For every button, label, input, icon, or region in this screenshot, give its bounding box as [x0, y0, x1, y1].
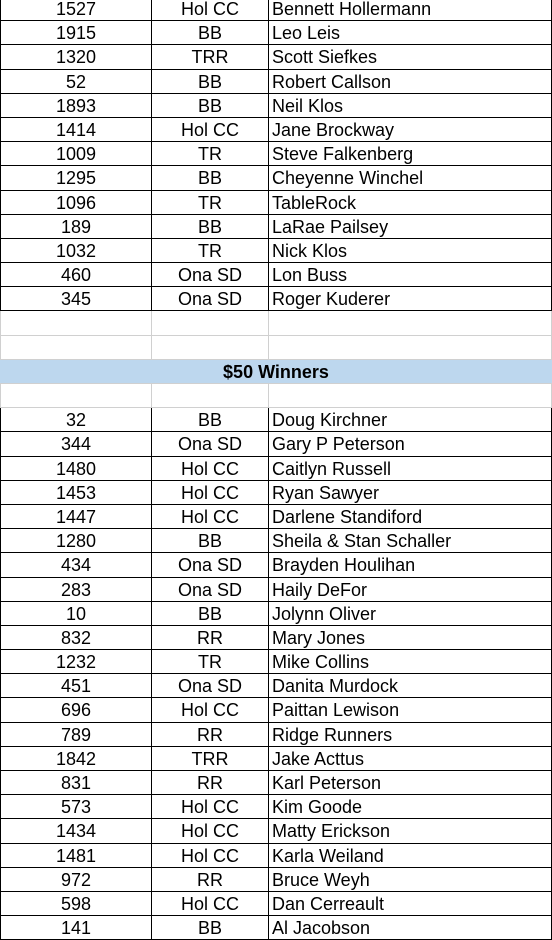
team-cell: Hol CC: [152, 0, 269, 20]
table-row: [0, 578, 552, 602]
blank-row: [0, 311, 552, 335]
section-header: [0, 360, 552, 384]
table-row: [0, 747, 552, 771]
team-cell: RR: [152, 868, 269, 891]
ticket-number-cell: 10: [0, 602, 152, 625]
team-cell: Ona SD: [152, 287, 269, 310]
team-cell: Hol CC: [152, 118, 269, 141]
name-cell: Danita Murdock: [269, 674, 552, 697]
table-row: [0, 21, 552, 45]
ticket-number-cell: 696: [0, 698, 152, 721]
ticket-number-cell: 32: [0, 408, 152, 431]
name-cell: Bruce Weyh: [269, 868, 552, 891]
table-row: [0, 191, 552, 215]
ticket-number-cell: 1096: [0, 191, 152, 214]
table-row: [0, 118, 552, 142]
name-cell: Dan Cerreault: [269, 892, 552, 915]
team-cell: Hol CC: [152, 481, 269, 504]
team-cell: TR: [152, 239, 269, 262]
blank-row: [0, 336, 552, 360]
ticket-number-cell: 451: [0, 674, 152, 697]
winners-table-50: [0, 408, 552, 940]
name-cell: Cheyenne Winchel: [269, 166, 552, 189]
team-cell: TR: [152, 142, 269, 165]
team-cell: Hol CC: [152, 457, 269, 480]
name-cell: Lon Buss: [269, 263, 552, 286]
team-cell: TR: [152, 191, 269, 214]
team-cell: Hol CC: [152, 795, 269, 818]
table-row: [0, 505, 552, 529]
table-row: [0, 408, 552, 432]
team-cell: RR: [152, 723, 269, 746]
team-cell: TRR: [152, 45, 269, 68]
ticket-number-cell: 598: [0, 892, 152, 915]
ticket-number-cell: 1320: [0, 45, 152, 68]
name-cell: Leo Leis: [269, 21, 552, 44]
name-cell: Nick Klos: [269, 239, 552, 262]
ticket-number-cell: 344: [0, 432, 152, 455]
ticket-number-cell: 1434: [0, 819, 152, 842]
ticket-number-cell: 1481: [0, 844, 152, 867]
ticket-number-cell: 1414: [0, 118, 152, 141]
table-row: [0, 698, 552, 722]
name-cell: Ridge Runners: [269, 723, 552, 746]
team-cell: Ona SD: [152, 432, 269, 455]
name-cell: Haily DeFor: [269, 578, 552, 601]
ticket-number-cell: 1232: [0, 650, 152, 673]
section-title: $50 Winners: [223, 361, 329, 382]
table-row: [0, 457, 552, 481]
name-cell: Mike Collins: [269, 650, 552, 673]
team-cell: Hol CC: [152, 819, 269, 842]
name-cell: Gary P Peterson: [269, 432, 552, 455]
team-cell: BB: [152, 94, 269, 117]
winners-table-top: [0, 0, 552, 311]
ticket-number-cell: 1915: [0, 21, 152, 44]
team-cell: RR: [152, 771, 269, 794]
ticket-number-cell: 141: [0, 916, 152, 939]
ticket-number-cell: 1842: [0, 747, 152, 770]
table-row: [0, 868, 552, 892]
table-row: [0, 892, 552, 916]
team-cell: Ona SD: [152, 553, 269, 576]
name-cell: Darlene Standiford: [269, 505, 552, 528]
table-row: [0, 626, 552, 650]
team-cell: Ona SD: [152, 578, 269, 601]
name-cell: Caitlyn Russell: [269, 457, 552, 480]
team-cell: BB: [152, 166, 269, 189]
name-cell: Jake Acttus: [269, 747, 552, 770]
name-cell: Mary Jones: [269, 626, 552, 649]
name-cell: Roger Kuderer: [269, 287, 552, 310]
table-row: [0, 602, 552, 626]
table-row: [0, 0, 552, 21]
name-cell: Karl Peterson: [269, 771, 552, 794]
team-cell: BB: [152, 21, 269, 44]
table-row: [0, 142, 552, 166]
table-row: [0, 674, 552, 698]
name-cell: Brayden Houlihan: [269, 553, 552, 576]
team-cell: Hol CC: [152, 892, 269, 915]
name-cell: Steve Falkenberg: [269, 142, 552, 165]
name-cell: Matty Erickson: [269, 819, 552, 842]
table-row: [0, 432, 552, 456]
table-row: [0, 529, 552, 553]
name-cell: Scott Siefkes: [269, 45, 552, 68]
ticket-number-cell: 1480: [0, 457, 152, 480]
table-row: [0, 239, 552, 263]
team-cell: Hol CC: [152, 698, 269, 721]
ticket-number-cell: 1280: [0, 529, 152, 552]
name-cell: Karla Weiland: [269, 844, 552, 867]
team-cell: TR: [152, 650, 269, 673]
table-row: [0, 481, 552, 505]
name-cell: Robert Callson: [269, 70, 552, 93]
name-cell: Jolynn Oliver: [269, 602, 552, 625]
team-cell: Hol CC: [152, 844, 269, 867]
name-cell: Ryan Sawyer: [269, 481, 552, 504]
name-cell: Al Jacobson: [269, 916, 552, 939]
table-row: [0, 70, 552, 94]
table-row: [0, 263, 552, 287]
ticket-number-cell: 434: [0, 553, 152, 576]
team-cell: BB: [152, 529, 269, 552]
team-cell: BB: [152, 215, 269, 238]
team-cell: Ona SD: [152, 263, 269, 286]
table-row: [0, 166, 552, 190]
ticket-number-cell: 189: [0, 215, 152, 238]
table-row: [0, 45, 552, 69]
ticket-number-cell: 831: [0, 771, 152, 794]
ticket-number-cell: 1032: [0, 239, 152, 262]
table-row: [0, 819, 552, 843]
table-row: [0, 287, 552, 311]
ticket-number-cell: 832: [0, 626, 152, 649]
team-cell: TRR: [152, 747, 269, 770]
team-cell: BB: [152, 408, 269, 431]
ticket-number-cell: 283: [0, 578, 152, 601]
table-row: [0, 94, 552, 118]
ticket-number-cell: 573: [0, 795, 152, 818]
ticket-number-cell: 1453: [0, 481, 152, 504]
ticket-number-cell: 460: [0, 263, 152, 286]
table-row: [0, 844, 552, 868]
team-cell: Hol CC: [152, 505, 269, 528]
name-cell: Sheila & Stan Schaller: [269, 529, 552, 552]
name-cell: Doug Kirchner: [269, 408, 552, 431]
table-row: [0, 215, 552, 239]
team-cell: Ona SD: [152, 674, 269, 697]
name-cell: Bennett Hollermann: [269, 0, 552, 20]
team-cell: BB: [152, 70, 269, 93]
ticket-number-cell: 1893: [0, 94, 152, 117]
ticket-number-cell: 1295: [0, 166, 152, 189]
team-cell: RR: [152, 626, 269, 649]
name-cell: TableRock: [269, 191, 552, 214]
name-cell: Paittan Lewison: [269, 698, 552, 721]
ticket-number-cell: 789: [0, 723, 152, 746]
table-row: [0, 723, 552, 747]
name-cell: Kim Goode: [269, 795, 552, 818]
table-row: [0, 553, 552, 577]
ticket-number-cell: 345: [0, 287, 152, 310]
team-cell: BB: [152, 916, 269, 939]
name-cell: Jane Brockway: [269, 118, 552, 141]
ticket-number-cell: 972: [0, 868, 152, 891]
ticket-number-cell: 1447: [0, 505, 152, 528]
ticket-number-cell: 52: [0, 70, 152, 93]
ticket-number-cell: 1527: [0, 0, 152, 20]
table-row: [0, 650, 552, 674]
team-cell: BB: [152, 602, 269, 625]
table-row: [0, 795, 552, 819]
table-row: [0, 916, 552, 940]
table-row: [0, 771, 552, 795]
blank-row: [0, 384, 552, 408]
name-cell: Neil Klos: [269, 94, 552, 117]
ticket-number-cell: 1009: [0, 142, 152, 165]
name-cell: LaRae Pailsey: [269, 215, 552, 238]
